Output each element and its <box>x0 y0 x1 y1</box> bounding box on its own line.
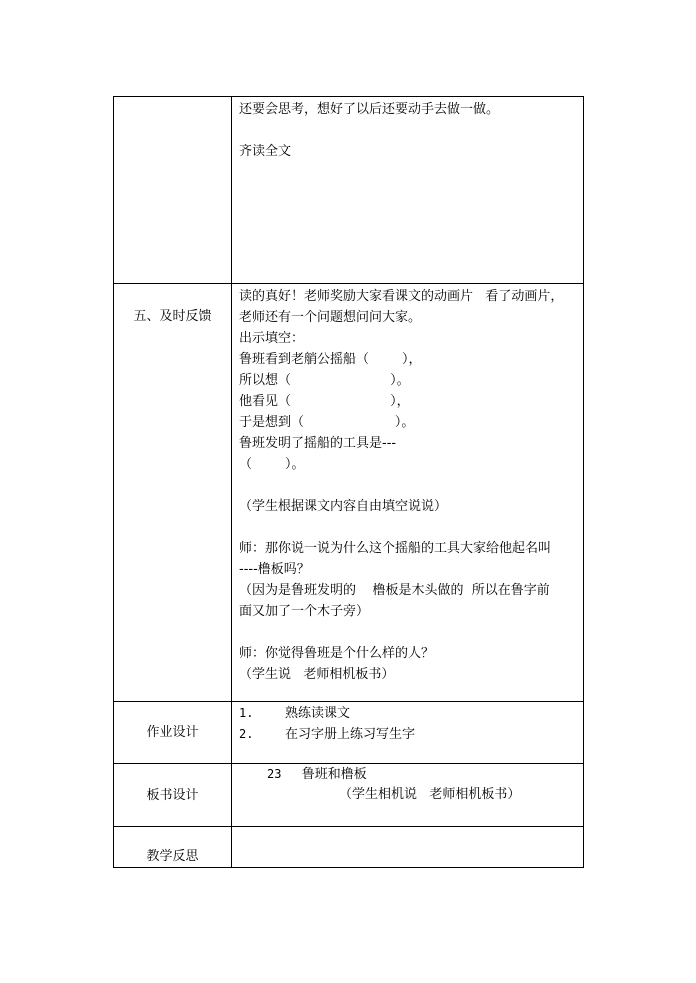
text-line: 面又加了一个木子旁） <box>239 604 370 619</box>
row-label-homework: 作业设计 <box>114 702 232 764</box>
text-line: 师：你觉得鲁班是个什么样的人？ <box>239 646 435 661</box>
homework-item <box>239 703 581 724</box>
table-row-reflection <box>114 827 584 868</box>
row-label-board: 板书设计 <box>114 764 232 827</box>
table-row-continuation <box>114 97 584 284</box>
row-label-reflection: 教学反思 <box>114 827 232 868</box>
homework-item <box>239 724 581 745</box>
reflection-content <box>232 827 584 868</box>
row-label-feedback: 五、及时反馈 <box>114 284 232 702</box>
text-line: 读的真好！老师奖励大家看课文的动画片 看了动画片， <box>239 289 564 304</box>
item-number: 2. <box>239 727 254 741</box>
text-line: （ ）。 <box>239 457 305 472</box>
text-line: ----橹板吗？ <box>239 562 310 577</box>
lesson-plan-table <box>113 96 584 868</box>
table-row-homework <box>114 702 584 764</box>
board-title-number: 23 <box>267 767 282 781</box>
row-label-empty <box>114 97 232 284</box>
text-line: 还要会思考，想好了以后还要动手去做一做。 <box>239 102 500 117</box>
text-line: 他看见（ ）， <box>239 394 410 409</box>
text-line: （学生根据课文内容自由填空说说） <box>239 499 448 514</box>
text-line: 师：那你说一说为什么这个摇船的工具大家给他起名叫 <box>239 541 552 556</box>
board-note: （学生相机说 老师相机板书） <box>339 787 521 802</box>
feedback-content <box>232 284 584 702</box>
item-number: 1. <box>239 706 254 720</box>
homework-content <box>232 702 584 764</box>
text-line: 鲁班发明了摇船的工具是--- <box>239 436 397 451</box>
board-content <box>232 764 584 827</box>
continuation-content <box>232 97 584 284</box>
text-line: 老师还有一个问题想问问大家。 <box>239 310 422 325</box>
text-line: 出示填空： <box>239 331 305 346</box>
text-line: 齐读全文 <box>239 144 292 159</box>
text-line: 所以想（ ）。 <box>239 373 410 388</box>
board-title <box>239 764 581 785</box>
table-row-board <box>114 764 584 827</box>
text-line: （学生说 老师相机板书） <box>239 667 395 682</box>
table-row-feedback <box>114 284 584 702</box>
item-text: 熟练读课文 <box>285 706 351 721</box>
text-line: 于是想到（ ）。 <box>239 415 415 430</box>
text-line: （因为是鲁班发明的 橹板是木头做的 所以在鲁字前 <box>239 583 550 598</box>
text-line: 鲁班看到老艄公摇船（ ）， <box>239 352 422 367</box>
board-title-text: 鲁班和橹板 <box>301 767 367 782</box>
item-text: 在习字册上练习写生字 <box>285 727 416 742</box>
